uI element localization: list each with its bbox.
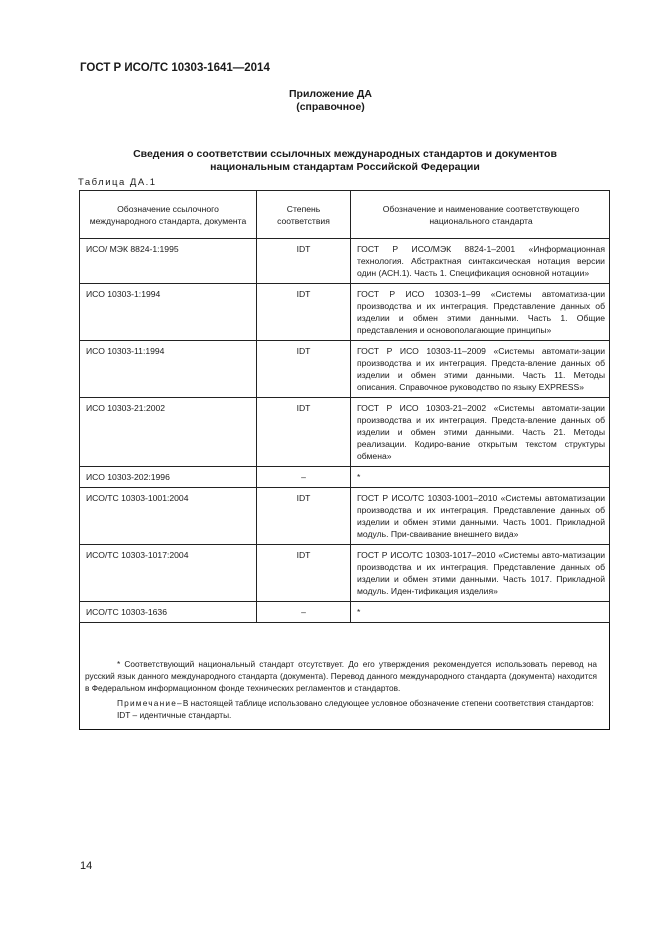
section-title bbox=[95, 148, 595, 173]
degree-cell: – bbox=[257, 602, 351, 623]
note-label: Примечание– bbox=[117, 698, 183, 709]
table-row bbox=[80, 284, 610, 341]
national-standard-cell: ГОСТ Р ИСО/ТС 10303-1017–2010 «Системы авто-матизации производства и их интеграция. Представление данных об изделии и обмен этими данными. Часть 1017. Прикладной модуль. Иден-тификация изделия» bbox=[351, 545, 610, 602]
note-text: В настоящей таблице использовано следующее условное обозначение степени соответствия стандартов: bbox=[182, 698, 594, 709]
degree-cell: IDT bbox=[257, 398, 351, 467]
national-standard-cell: * bbox=[351, 602, 610, 623]
column-header-degree: Степень соответствия bbox=[257, 191, 351, 239]
reference-cell: ИСО/ТС 10303-1001:2004 bbox=[80, 488, 257, 545]
national-standard-cell: ГОСТ Р ИСО/ТС 10303-1001–2010 «Системы автоматизации производства и их интеграция. Представление данных об изделии и обмен этими данными. Часть 1001. Прикладной модуль. При-сваивание внешнего вида» bbox=[351, 488, 610, 545]
table-caption: Таблица ДА.1 bbox=[78, 177, 157, 188]
note bbox=[85, 698, 597, 710]
national-standard-cell: ГОСТ Р ИСО 10303-1–99 «Системы автоматиза-ции производства и их интеграция. Представление данных об изделии и обмен этими данными. Часть 1. Общие представления и основополагающие принципы» bbox=[351, 284, 610, 341]
correspondence-table bbox=[79, 190, 610, 623]
national-standard-cell: ГОСТ Р ИСО/МЭК 8824-1–2001 «Информационная технология. Абстрактная синтаксическая нотация версии один (АСН.1). Часть 1. Спецификация основной нотации» bbox=[351, 239, 610, 284]
table-row bbox=[80, 467, 610, 488]
reference-cell: ИСО/ МЭК 8824-1:1995 bbox=[80, 239, 257, 284]
table-row bbox=[80, 341, 610, 398]
table-row bbox=[80, 398, 610, 467]
degree-cell: IDT bbox=[257, 284, 351, 341]
table-row bbox=[80, 239, 610, 284]
table-header-row bbox=[80, 191, 610, 239]
national-standard-cell: ГОСТ Р ИСО 10303-11–2009 «Системы автомати-зации производства и их интеграция. Предста-вление данных об изделии и обмен этими данными. Часть 11. Методы описания. Справочное руководство по языку EXPRESS» bbox=[351, 341, 610, 398]
document-header: ГОСТ Р ИСО/ТС 10303-1641—2014 bbox=[80, 62, 270, 74]
degree-cell: – bbox=[257, 467, 351, 488]
table-row bbox=[80, 602, 610, 623]
page-number: 14 bbox=[80, 860, 93, 872]
column-header-reference: Обозначение ссылочного международного стандарта, документа bbox=[80, 191, 257, 239]
national-standard-cell: ГОСТ Р ИСО 10303-21–2002 «Системы автомати-зации производства и их интеграция. Предста-вление данных об изделии и обмен этими данными. Часть 21. Методы реализации. Кодиро-вание открытым текстом структуры обмена» bbox=[351, 398, 610, 467]
reference-cell: ИСО 10303-21:2002 bbox=[80, 398, 257, 467]
reference-cell: ИСО/ТС 10303-1017:2004 bbox=[80, 545, 257, 602]
reference-cell: ИСО 10303-1:1994 bbox=[80, 284, 257, 341]
annex-title: Приложение ДА bbox=[289, 88, 372, 100]
annex-heading bbox=[0, 88, 661, 114]
section-title-line-2: национальным стандартам Российской Федерации bbox=[210, 160, 480, 173]
footnote: * Соответствующий национальный стандарт отсутствует. До его утверждения рекомендуется использовать перевод на русский язык данного международного стандарта (документа). Перевод данного международного стандарта (документа) находится в Федеральном информационном фонде технических регламентов и стандартов. bbox=[85, 659, 597, 693]
table-row bbox=[80, 488, 610, 545]
table-notes bbox=[85, 659, 597, 722]
annex-subtitle: (справочное) bbox=[296, 101, 365, 113]
reference-cell: ИСО 10303-11:1994 bbox=[80, 341, 257, 398]
section-title-line-1: Сведения о соответствии ссылочных международных стандартов и документов bbox=[133, 148, 557, 160]
column-header-national: Обозначение и наименование соответствующего национального стандарта bbox=[351, 191, 610, 239]
national-standard-cell: * bbox=[351, 467, 610, 488]
degree-cell: IDT bbox=[257, 239, 351, 284]
table-row bbox=[80, 545, 610, 602]
legend-idt: IDT – идентичные стандарты. bbox=[117, 710, 232, 721]
degree-cell: IDT bbox=[257, 488, 351, 545]
reference-cell: ИСО 10303-202:1996 bbox=[80, 467, 257, 488]
degree-cell: IDT bbox=[257, 545, 351, 602]
degree-cell: IDT bbox=[257, 341, 351, 398]
reference-cell: ИСО/ТС 10303-1636 bbox=[80, 602, 257, 623]
